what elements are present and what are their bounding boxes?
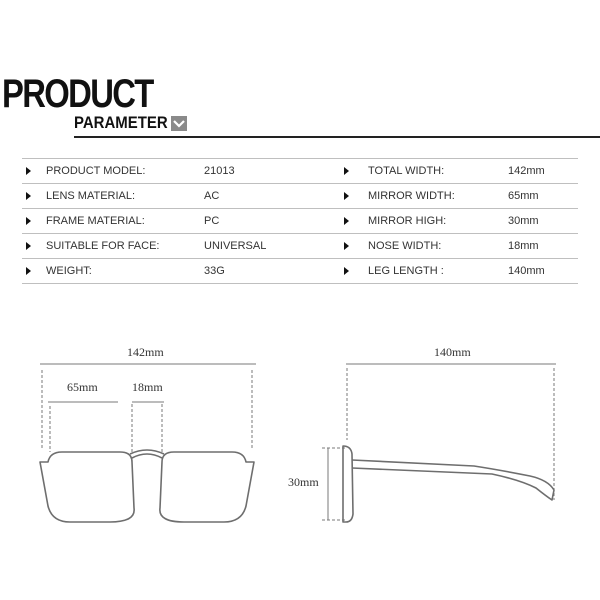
total-width-label: 142mm <box>127 345 164 359</box>
spec-label: LENS MATERIAL: <box>46 190 136 202</box>
spec-value: 33G <box>204 265 225 277</box>
page-subtitle: PARAMETER <box>74 113 168 132</box>
temple-arm <box>352 460 554 500</box>
spec-value: 21013 <box>204 165 235 177</box>
spec-value: 140mm <box>508 265 545 277</box>
right-lens-frame <box>160 452 254 522</box>
spec-value: 142mm <box>508 165 545 177</box>
spec-label: PRODUCT MODEL: <box>46 165 146 177</box>
nose-bridge <box>132 454 162 458</box>
spec-value: 18mm <box>508 240 539 252</box>
mirror-width-label: 65mm <box>67 380 98 394</box>
spec-label: NOSE WIDTH: <box>368 240 442 252</box>
spec-value: AC <box>204 190 220 202</box>
leg-length-label: 140mm <box>434 345 471 359</box>
side-lens-frame <box>343 446 353 522</box>
spec-value: 30mm <box>508 215 539 227</box>
spec-label: MIRROR HIGH: <box>368 215 447 227</box>
spec-label: SUITABLE FOR FACE: <box>46 240 160 252</box>
spec-label: TOTAL WIDTH: <box>368 165 445 177</box>
spec-label: WEIGHT: <box>46 265 92 277</box>
spec-label: LEG LENGTH : <box>368 265 444 277</box>
spec-label: FRAME MATERIAL: <box>46 215 145 227</box>
page-title: PRODUCT <box>2 72 153 116</box>
left-lens-frame <box>40 452 134 522</box>
spec-value: PC <box>204 215 220 227</box>
spec-value: 65mm <box>508 190 539 202</box>
mirror-high-label: 30mm <box>288 475 319 489</box>
nose-width-label: 18mm <box>132 380 163 394</box>
spec-label: MIRROR WIDTH: <box>368 190 455 202</box>
spec-value: UNIVERSAL <box>204 240 267 252</box>
